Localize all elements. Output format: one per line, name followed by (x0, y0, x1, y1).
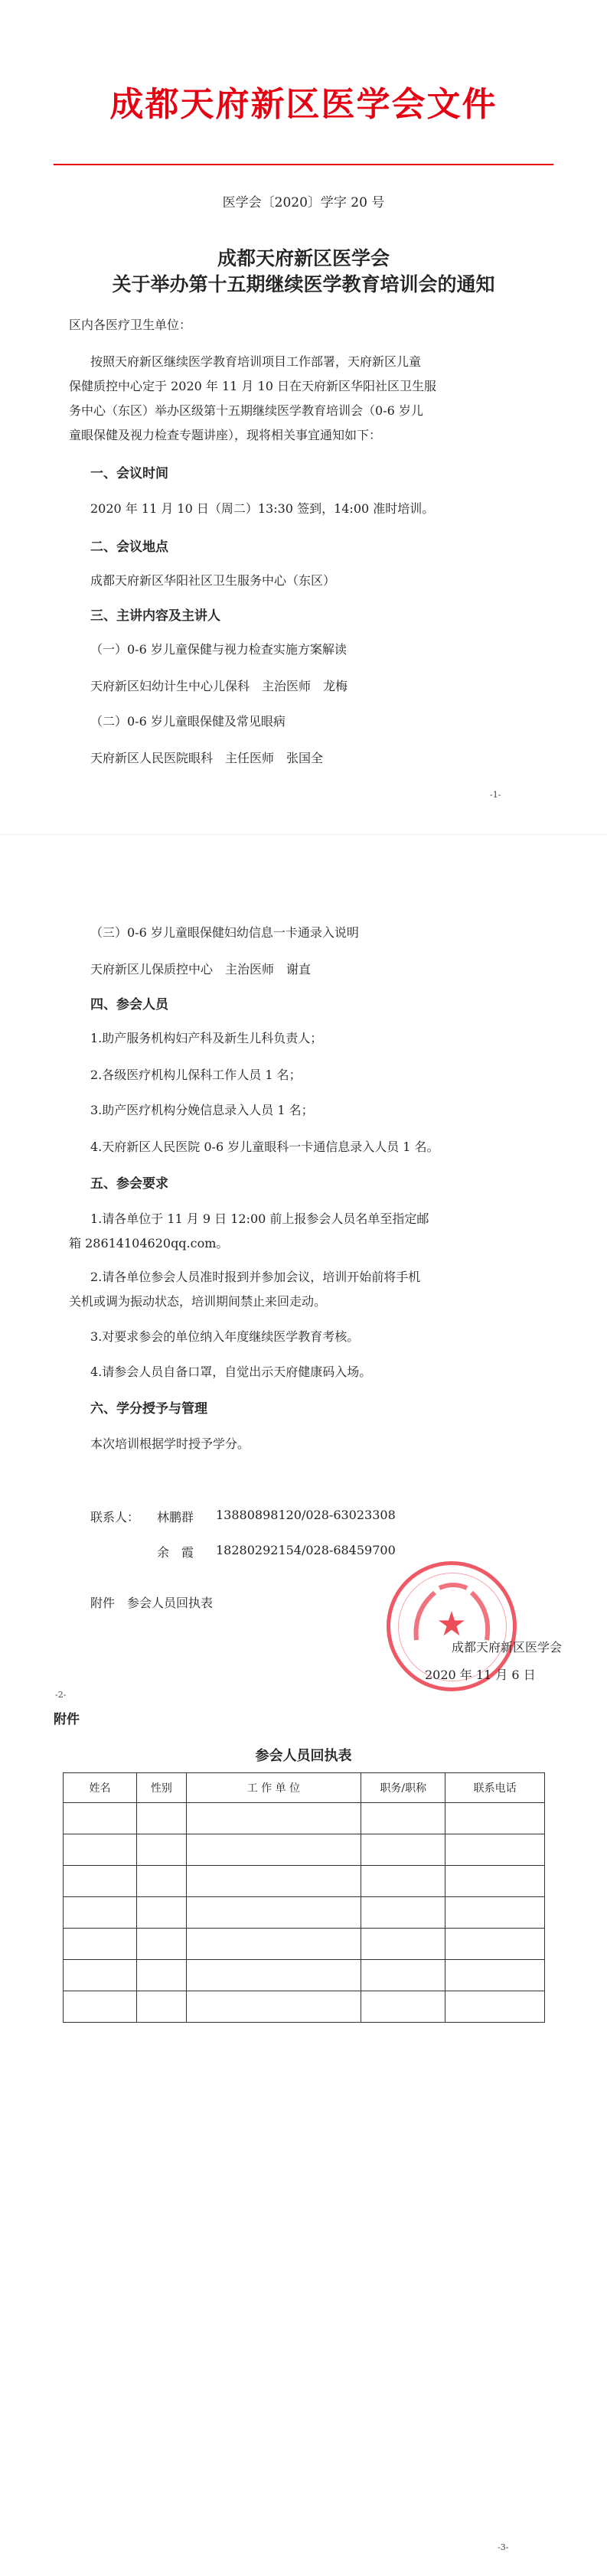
table-cell (361, 1866, 445, 1897)
table-cell (186, 1929, 361, 1960)
table-row (64, 1803, 545, 1834)
table-cell (186, 1866, 361, 1897)
section-heading-attendees: 四、参会人员 (90, 997, 168, 1012)
section-heading-requirements: 五、参会要求 (90, 1176, 168, 1192)
table-cell (137, 1803, 186, 1834)
table-body (64, 1803, 545, 2023)
table-row (64, 1991, 545, 2023)
table-cell (186, 1897, 361, 1929)
document-header-title: 成都天府新区医学会文件 (109, 85, 498, 124)
topic-3: （三）0-6 岁儿童眼保健妇幼信息一卡通录入说明 (90, 925, 359, 940)
table-cell (137, 1929, 186, 1960)
table-cell (361, 1803, 445, 1834)
table-cell (64, 1866, 137, 1897)
intro-line-2: 保健质控中心定于 2020 年 11 月 10 日在天府新区华阳社区卫生服 (69, 379, 436, 393)
topic-2: （二）0-6 岁儿童眼保健及常见眼病 (90, 714, 286, 729)
table-cell (64, 1897, 137, 1929)
section-heading-time: 一、会议时间 (90, 466, 168, 481)
section-heading-topics: 三、主讲内容及主讲人 (90, 608, 220, 624)
page-number-2: -2- (55, 1690, 67, 1700)
page-number-3: -3- (498, 2542, 509, 2552)
meeting-time: 2020 年 11 月 10 日（周二）13:30 签到，14:00 准时培训。 (90, 501, 435, 516)
table-cell (186, 1991, 361, 2023)
contact-phone-2: 18280292154/028-68459700 (216, 1543, 396, 1557)
table-cell (186, 1960, 361, 1991)
table-cell (445, 1866, 545, 1897)
table-row (64, 1897, 545, 1929)
notice-title-line1: 成都天府新区医学会 (217, 247, 390, 269)
intro-line-1: 按照天府新区继续医学教育培训项目工作部署，天府新区儿童 (90, 354, 422, 369)
addressee: 区内各医疗卫生单位： (69, 318, 192, 332)
page-number-1: -1- (490, 790, 501, 800)
table-row (64, 1960, 545, 1991)
table-cell (445, 1834, 545, 1866)
requirement-3: 3.对要求参会的单位纳入年度继续医学教育考核。 (90, 1329, 360, 1344)
appendix-label: 附件 (54, 1712, 80, 1727)
table-cell (137, 1834, 186, 1866)
table-cell (445, 1929, 545, 1960)
contacts-label: 联系人： (90, 1510, 140, 1524)
table-cell (361, 1897, 445, 1929)
requirement-1-line-1: 1.请各单位于 11 月 9 日 12:00 前上报参会人员名单至指定邮 (90, 1211, 429, 1226)
document-number: 医学会〔2020〕学字 20 号 (222, 195, 385, 210)
contact-name-1: 林鹏群 (157, 1510, 194, 1524)
intro-line-4: 童眼保健及视力检查专题讲座），现将相关事宜通知如下： (69, 428, 382, 442)
intro-line-3: 务中心（东区）举办区级第十五期继续医学教育培训会（0-6 岁儿 (69, 403, 423, 418)
topic-1: （一）0-6 岁儿童保健与视力检查实施方案解读 (90, 642, 347, 657)
table-cell (186, 1803, 361, 1834)
table-cell (186, 1834, 361, 1866)
table-cell (64, 1834, 137, 1866)
attendee-item-3: 3.助产医疗机构分娩信息录入人员 1 名； (90, 1103, 314, 1117)
requirement-4: 4.请参会人员自备口罩，自觉出示天府健康码入场。 (90, 1365, 372, 1379)
contact-name-2: 余 霞 (157, 1545, 194, 1560)
table-row (64, 1866, 545, 1897)
section-heading-location: 二、会议地点 (90, 540, 168, 555)
table-cell (64, 1929, 137, 1960)
page-break-1 (0, 834, 607, 835)
attendee-item-4: 4.天府新区人民医院 0-6 岁儿童眼科一卡通信息录入人员 1 名。 (90, 1140, 439, 1154)
requirement-1-line-2: 箱 28614104620qq.com。 (69, 1236, 229, 1251)
attendee-response-table (63, 1772, 545, 2023)
table-cell (64, 1991, 137, 2023)
speaker-2: 天府新区人民医院眼科 主任医师 张国全 (90, 751, 324, 765)
table-cell (64, 1803, 137, 1834)
requirement-2-line-2: 关机或调为振动状态，培训期间禁止来回走动。 (69, 1294, 327, 1309)
table-cell (64, 1960, 137, 1991)
attendee-item-2: 2.各级医疗机构儿保科工作人员 1 名； (90, 1068, 302, 1082)
signature-date: 2020 年 11 月 6 日 (425, 1668, 536, 1682)
meeting-location: 成都天府新区华阳社区卫生服务中心（东区） (90, 573, 336, 588)
column-header-title: 职务/职称 (361, 1773, 445, 1803)
section-heading-credits: 六、学分授予与管理 (90, 1401, 207, 1417)
header-red-divider (54, 164, 553, 165)
requirement-2-line-1: 2.请各单位参会人员准时报到并参加会议，培训开始前将手机 (90, 1270, 421, 1284)
table-cell (445, 1897, 545, 1929)
table-cell (137, 1866, 186, 1897)
table-row (64, 1834, 545, 1866)
contact-phone-1: 13880898120/028-63023308 (216, 1508, 396, 1522)
credits-text: 本次培训根据学时授予学分。 (90, 1436, 250, 1451)
table-cell (137, 1897, 186, 1929)
seal-star-icon: ★ (436, 1605, 467, 1644)
column-header-workplace: 工 作 单 位 (186, 1773, 361, 1803)
attendee-item-1: 1.助产服务机构妇产科及新生儿科负责人； (90, 1031, 323, 1045)
speaker-3: 天府新区儿保质控中心 主治医师 谢直 (90, 962, 312, 977)
speaker-1: 天府新区妇幼计生中心儿保科 主治医师 龙梅 (90, 679, 348, 693)
table-cell (445, 1991, 545, 2023)
appendix-table-title: 参会人员回执表 (255, 1748, 352, 1764)
column-header-gender: 性别 (137, 1773, 186, 1803)
table-header-row (64, 1773, 545, 1803)
table-row (64, 1929, 545, 1960)
table-cell (137, 1960, 186, 1991)
attachment-note: 附件 参会人员回执表 (90, 1596, 214, 1610)
signature-org: 成都天府新区医学会 (452, 1640, 563, 1655)
notice-title-line2: 关于举办第十五期继续医学教育培训会的通知 (112, 273, 495, 295)
table-cell (361, 1991, 445, 2023)
column-header-phone: 联系电话 (445, 1773, 545, 1803)
table-cell (445, 1803, 545, 1834)
table-cell (361, 1929, 445, 1960)
table-cell (361, 1834, 445, 1866)
table-cell (445, 1960, 545, 1991)
column-header-name: 姓名 (64, 1773, 137, 1803)
table-cell (137, 1991, 186, 2023)
table-cell (361, 1960, 445, 1991)
